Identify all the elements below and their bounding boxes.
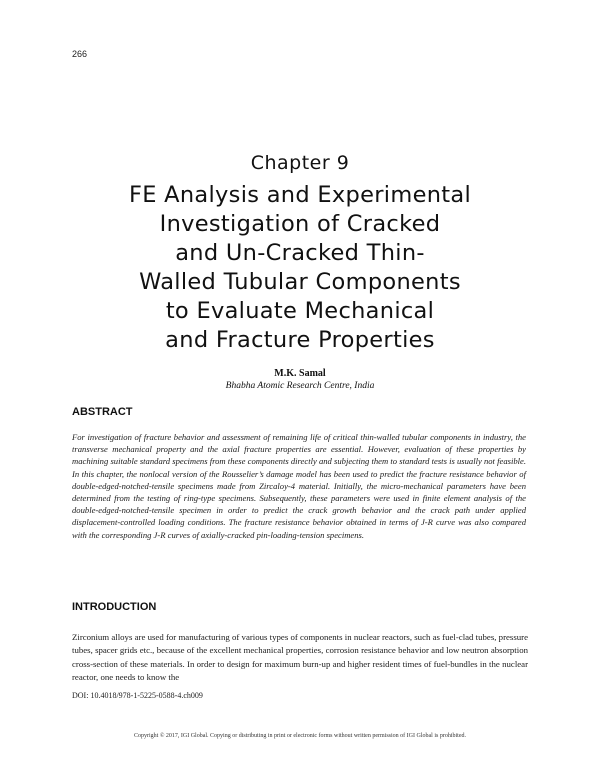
chapter-title-line: Investigation of Cracked [159, 211, 441, 237]
chapter-title-line: and Fracture Properties [165, 327, 435, 353]
chapter-title-line: FE Analysis and Experimental [128, 182, 472, 208]
copyright-notice: Copyright © 2017, IGI Global. Copying or distributing in print or electronic forms without written permission of IGI Global is prohibited. [133, 733, 466, 739]
chapter-title-line: Walled Tubular Components [139, 269, 461, 295]
chapter-label: Chapter 9 [250, 152, 350, 174]
chapter-title-line: to Evaluate Mechanical [165, 298, 435, 324]
abstract-text: For investigation of fracture behavior and assessment of remaining life of critical thin-walled tubular components in industry, the transverse mechanical property and the axial fracture properties are essential. However, evaluation of these properties by machining suitable standard specimens from these components directly and subjecting them to standard tests is usually not feasible. In this chapter, the nonlocal version of the Rousselier’s damage model has been used to predict the fracture resistance behavior of double-edged-notched-tensile specimens made from Zircaloy-4 material. Initially, the micro-mechanical parameters have been determined from the testing of ring-type specimens. Subsequently, these parameters were used in finite element analysis of the double-edged-notched-tensile specimen in order to predict the crack growth behavior and the crack path under applied displacement-controlled loading conditions. The fracture resistance behavior obtained in terms of J-R curve was also compared with the corresponding J-R curves of axially-cracked pin-loading-tension specimens. [72, 432, 526, 540]
author-name: M.K. Samal [274, 368, 326, 379]
chapter-title-line: and Un-Cracked Thin- [175, 240, 425, 266]
abstract-heading: ABSTRACT [72, 406, 133, 418]
chapter-title [60, 181, 540, 355]
introduction-heading: INTRODUCTION [72, 601, 157, 613]
page-number: 266 [72, 49, 88, 59]
doi-line: DOI: 10.4018/978-1-5225-0588-4.ch009 [72, 691, 203, 700]
introduction-text: Zirconium alloys are used for manufacturing of various types of components in nuclear reactors, such as fuel-clad tubes, pressure tubes, spacer grids etc., because of the excellent mechanical properties, corrosion resistance behavior and low neutron absorption cross-section of these materials. In order to design for maximum burn-up and higher resident times of fuel-bundles in the nuclear reactor, one needs to know the [72, 632, 528, 683]
author-affiliation: Bhabha Atomic Research Centre, India [225, 381, 375, 391]
